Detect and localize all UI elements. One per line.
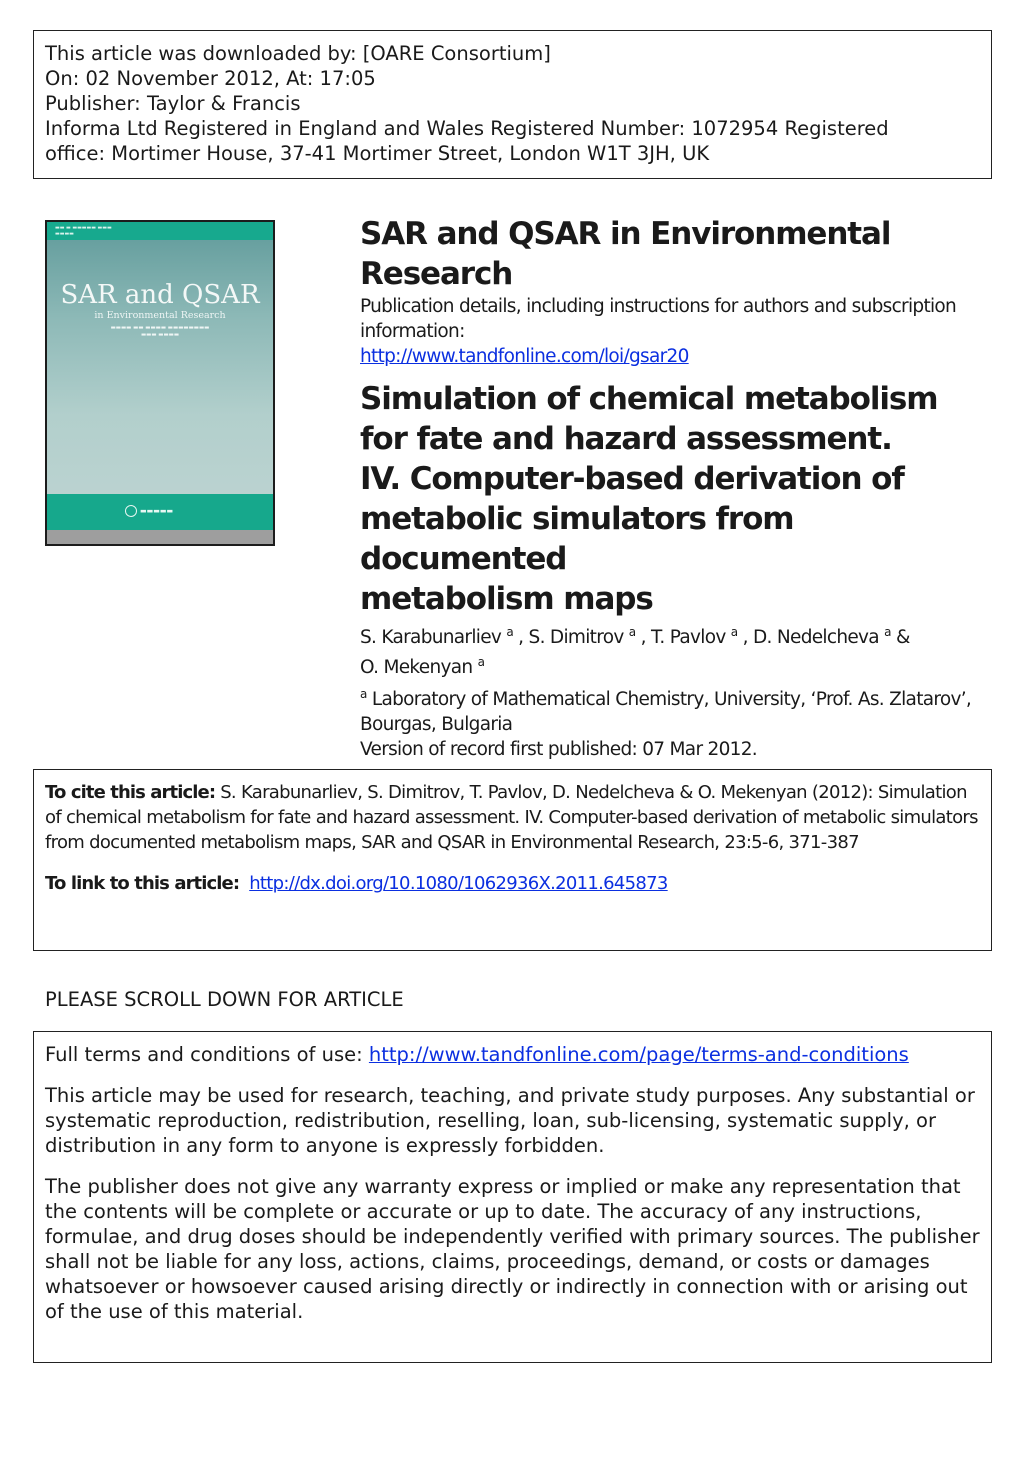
download-line-1: This article was downloaded by: [OARE Consortium] xyxy=(45,42,551,65)
terms-box xyxy=(33,1031,992,1363)
cover-editors-fine-print: ▬▬▬▬ ▬▬ ▬▬▬▬ ▬▬▬▬▬▬▬▬ ▬▬▬ ▬▬▬▬ xyxy=(110,325,210,338)
download-line-2: On: 02 November 2012, At: 17:05 xyxy=(45,67,376,90)
doi-link[interactable]: http://dx.doi.org/10.1080/1062936X.2011.645873 xyxy=(249,873,668,894)
author-name: D. Nedelcheva xyxy=(752,627,879,648)
author-affil-mark: a xyxy=(730,625,738,639)
author-name: S. Dimitrov xyxy=(528,627,624,648)
article-link-label: To link to this article: xyxy=(45,873,240,894)
cover-top-band xyxy=(47,222,273,240)
author-separator: , xyxy=(737,627,753,648)
author-name: O. Mekenyan xyxy=(360,657,473,678)
cover-top-fine-print: ▬▬ ▬ ▬▬▬▬▬ ▬▬▬ ▬▬▬▬ xyxy=(55,225,112,237)
citation-paragraph xyxy=(45,780,980,855)
cover-bottom-band xyxy=(47,494,273,530)
cover-title: SAR and QSAR xyxy=(60,280,260,310)
publisher-logo-icon: ▬▬▬▬▬ xyxy=(125,505,173,517)
author-separator: , xyxy=(512,627,529,648)
journal-url-link[interactable]: http://www.tandfonline.com/loi/gsar20 xyxy=(360,346,689,367)
author-affil-mark: a xyxy=(628,625,636,639)
author-name: T. Pavlov xyxy=(651,627,726,648)
download-info-box xyxy=(33,30,992,179)
cover-foot-band xyxy=(47,530,273,546)
version-of-record: Version of record first published: 07 Mar 2012. xyxy=(360,739,757,760)
affiliation-mark: a xyxy=(360,687,367,701)
affiliation-block xyxy=(360,687,990,762)
usage-paragraph: This article may be used for research, teaching, and private study purposes. Any substantial or systematic reproduction, redistribution, reselling, loan, sub-licensing, systematic supply, or distribution in any form to anyone is expressly forbidden. xyxy=(45,1084,975,1157)
article-link-row xyxy=(45,871,980,896)
terms-prefix: Full terms and conditions of use: xyxy=(45,1043,363,1066)
author-affil-mark: a xyxy=(884,625,891,639)
affiliation-text: Laboratory of Mathematical Chemistry, University, ‘Prof. As. Zlatarov’, Bourgas, Bulgaria xyxy=(360,689,972,735)
author-separator: , xyxy=(635,627,651,648)
article-title-line: IV. Computer-based derivation of xyxy=(360,461,904,497)
journal-title: SAR and QSAR in Environmental Research xyxy=(360,216,891,292)
download-line-5: office: Mortimer House, 37-41 Mortimer Street, London W1T 3JH, UK xyxy=(45,142,710,165)
header-details xyxy=(360,214,990,762)
scroll-down-notice: PLEASE SCROLL DOWN FOR ARTICLE xyxy=(45,988,404,1011)
citation-label: To cite this article: xyxy=(45,782,216,803)
download-line-4: Informa Ltd Registered in England and Wales Registered Number: 1072954 Registered xyxy=(45,117,889,140)
article-title-line: metabolism maps xyxy=(360,581,653,617)
journal-cover-image xyxy=(45,220,275,546)
author-list xyxy=(360,623,990,683)
disclaimer-paragraph: The publisher does not give any warranty express or implied or make any representation that the contents will be complete or accurate or up to date. The accuracy of any instructions, formulae, and drug doses should be independently verified with primary sources. The publisher shall not be liable for any loss, actions, claims, proceedings, demand, or costs or damages whatsoever or howsoever caused arising directly or indirectly in connection with or arising out of the use of this material. xyxy=(45,1175,980,1323)
article-title-line: Simulation of chemical metabolism xyxy=(360,381,938,417)
article-title-line: metabolic simulators from documented xyxy=(360,501,794,577)
author-affil-mark: a xyxy=(506,625,513,639)
cover-subtitle: in Environmental Research xyxy=(94,310,226,321)
article-title-line: for fate and hazard assessment. xyxy=(360,421,892,457)
author-name: S. Karabunarliev xyxy=(360,627,502,648)
terms-of-use-line xyxy=(45,1042,980,1067)
article-title xyxy=(360,379,990,619)
author-affil-mark: a xyxy=(477,655,485,669)
publication-details: Publication details, including instructions for authors and subscription information: xyxy=(360,296,957,342)
citation-text: S. Karabunarliev, S. Dimitrov, T. Pavlov, D. Nedelcheva & O. Mekenyan (2012): Simulation of chemical metabolism for fate and hazard assessment. IV. Computer-based derivation of metabolic simulators from documented metabolism maps, SAR and QSAR in Environmental Research, 23:5-6, 371-387 xyxy=(45,782,978,853)
author-separator: & xyxy=(890,627,910,648)
download-line-3: Publisher: Taylor & Francis xyxy=(45,92,301,115)
citation-box xyxy=(33,769,992,951)
terms-link[interactable]: http://www.tandfonline.com/page/terms-and-conditions xyxy=(368,1043,909,1066)
